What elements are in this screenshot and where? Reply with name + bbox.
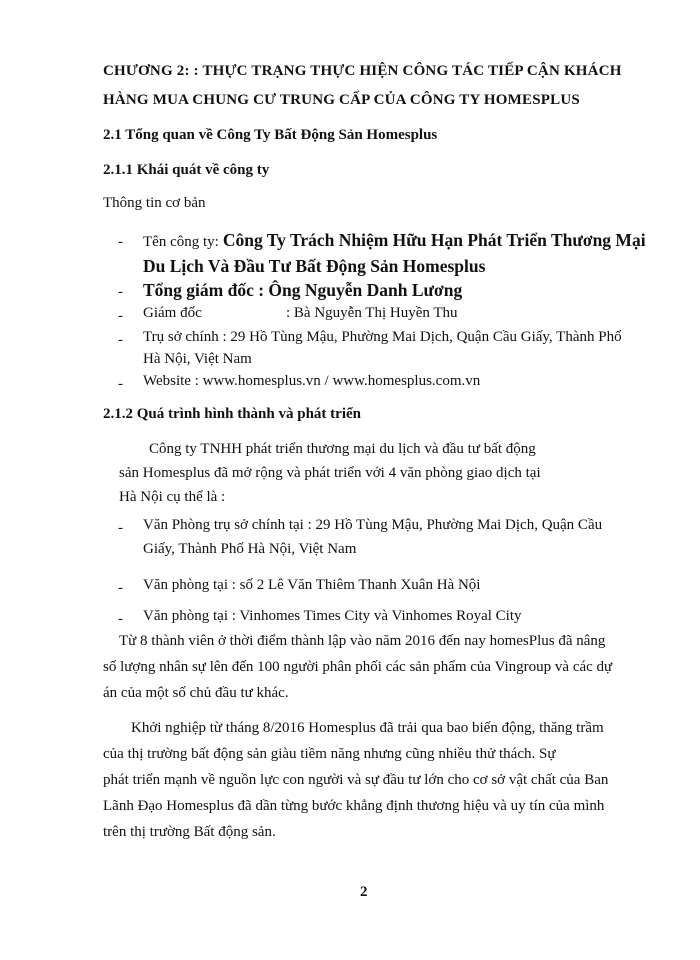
para-2-line-4: Lãnh Đạo Homesplus đã dần từng bước khẳng định thương hiệu và uy tín của mình — [103, 798, 605, 814]
intro-line-2: sản Homesplus đã mở rộng và phát triển với 4 văn phòng giao dịch tại — [119, 465, 541, 481]
company-name-line-2: Du Lịch Và Đầu Tư Bất Động Sản Homesplus — [143, 256, 486, 276]
company-label: Tên công ty: — [143, 234, 219, 250]
ceo-line: Tổng giám đốc : Ông Nguyễn Danh Lương — [143, 280, 463, 300]
chapter-title-line-2: HÀNG MUA CHUNG CƯ TRUNG CẤP CỦA CÔNG TY HOMESPLUS — [103, 92, 580, 108]
intro-line-3: Hà Nội cụ thể là : — [119, 489, 226, 505]
bullet-dash: - — [118, 611, 123, 627]
para-2-line-5: trên thị trường Bất động sản. — [103, 824, 276, 840]
hq-address-line-1: Trụ sở chính : 29 Hồ Tùng Mậu, Phường Mai Dịch, Quận Cầu Giấy, Thành Phố — [143, 329, 622, 345]
chapter-title-line-1: CHƯƠNG 2: : THỰC TRẠNG THỰC HIỆN CÔNG TÁC TIẾP CẬN KHÁCH — [103, 63, 622, 79]
bullet-dash: - — [118, 332, 123, 348]
para-2-line-2: của thị trường bất động sản giàu tiềm năng nhưng cũng nhiều thử thách. Sự — [103, 746, 556, 762]
bullet-dash: - — [118, 308, 123, 324]
director-value: : Bà Nguyễn Thị Huyền Thu — [286, 305, 458, 321]
bullet-dash: - — [118, 284, 123, 300]
para-2-line-1: Khởi nghiệp từ tháng 8/2016 Homesplus đã trải qua bao biến động, thăng trầm — [131, 720, 604, 736]
company-name-item — [143, 230, 646, 251]
section-2-1-2-heading: 2.1.2 Quá trình hình thành và phát triển — [103, 406, 361, 422]
website-line: Website : www.homesplus.vn / www.homesplus.com.vn — [143, 373, 481, 389]
basic-info-label: Thông tin cơ bản — [103, 195, 206, 211]
office-2: Văn phòng tại : số 2 Lê Văn Thiêm Thanh Xuân Hà Nội — [143, 577, 481, 593]
para-1-line-2: số lượng nhân sự lên đến 100 người phân phối các sản phẩm của Vingroup và các dự — [103, 659, 613, 675]
page-number: 2 — [360, 884, 368, 900]
section-2-1-heading: 2.1 Tổng quan về Công Ty Bất Động Sản Homesplus — [103, 127, 438, 143]
bullet-dash: - — [118, 376, 123, 392]
bullet-dash: - — [118, 580, 123, 596]
company-name: Công Ty Trách Nhiệm Hữu Hạn Phát Triển Thương Mại — [222, 230, 646, 250]
bullet-dash: - — [118, 234, 123, 250]
director-label: Giám đốc — [143, 305, 202, 321]
para-1-line-1: Từ 8 thành viên ở thời điểm thành lập vào năm 2016 đến nay homesPlus đã nâng — [119, 633, 606, 649]
office-3: Văn phòng tại : Vinhomes Times City và Vinhomes Royal City — [143, 608, 522, 624]
section-2-1-1-heading: 2.1.1 Khái quát về công ty — [103, 162, 270, 178]
hq-address-line-2: Hà Nội, Việt Nam — [143, 351, 252, 367]
intro-line-1: Công ty TNHH phát triển thương mại du lịch và đầu tư bất động — [149, 441, 536, 457]
para-1-line-3: án của một số chủ đầu tư khác. — [103, 685, 289, 701]
bullet-dash: - — [118, 520, 123, 536]
office-1-line-1: Văn Phòng trụ sở chính tại : 29 Hồ Tùng Mậu, Phường Mai Dịch, Quận Cầu — [143, 517, 603, 533]
office-1-line-2: Giấy, Thành Phố Hà Nội, Việt Nam — [143, 541, 357, 557]
para-2-line-3: phát triển mạnh về nguồn lực con người và sự đầu tư lớn cho cơ sở vật chất của Ban — [103, 772, 609, 788]
